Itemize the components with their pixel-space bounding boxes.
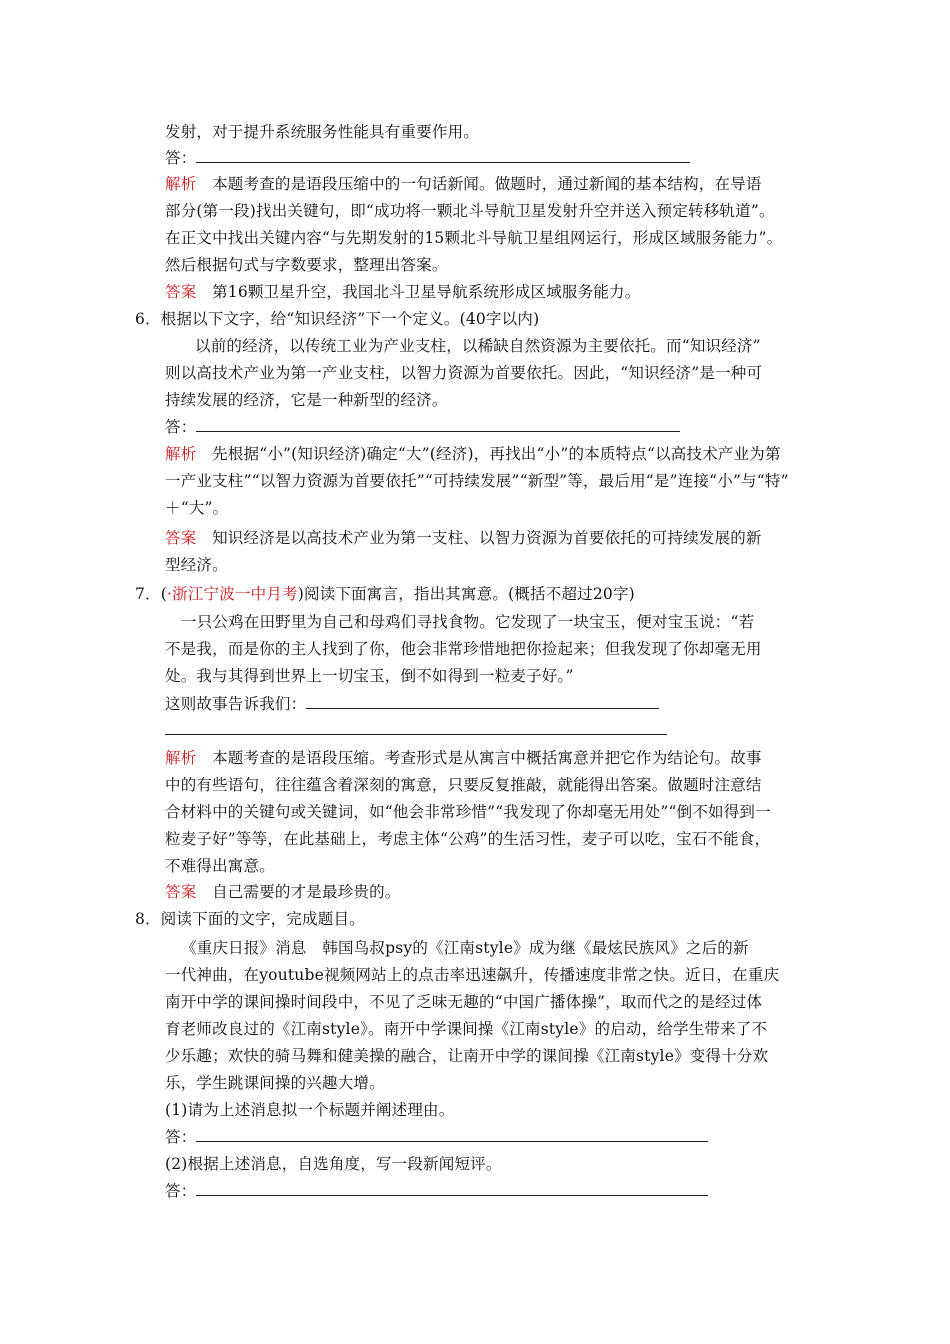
answer-label: 答案 (165, 883, 197, 901)
answer-prefix: 答： (165, 1182, 197, 1200)
q6-analysis-line: 一产业支柱”“以智力资源为首要依托”“可持续发展”“新型”等，最后用“是”连接“小”与“特” (165, 472, 789, 490)
q6-analysis-line: ＋“大”。 (165, 499, 229, 517)
q7-answer-key-line (165, 882, 401, 902)
analysis-label: 解析 (165, 175, 197, 193)
q7-source: ·浙江宁波一中月考 (167, 585, 298, 603)
answer-blank[interactable] (196, 148, 690, 163)
q7-analysis-line (165, 748, 762, 768)
q7-question (135, 584, 635, 604)
q5-answer-key-line (165, 282, 640, 302)
q7-analysis-line: 中的有些语句，往往蕴含着深刻的寓意，只要反复推敲，就能得出答案。做题时注意结 (165, 776, 762, 794)
answer-blank[interactable] (306, 694, 659, 709)
q7-question-rest: )阅读下面寓言，指出其寓意。(概括不超过20字) (297, 585, 635, 603)
answer-blank[interactable] (196, 417, 680, 432)
q8-question: 8．阅读下面的文字，完成题目。 (135, 910, 365, 928)
answer-blank-line[interactable] (165, 734, 667, 735)
q8-subquestion-2: (2)根据上述消息，自选角度，写一段新闻短评。 (165, 1155, 502, 1173)
q7-prompt-line (165, 694, 659, 714)
analysis-label: 解析 (165, 749, 197, 767)
q7-analysis-line: 合材料中的关键句或关键词，如“他会非常珍惜”“我发现了你却毫无用处”“倒不如得到一 (165, 803, 771, 821)
answer-blank[interactable] (196, 1127, 708, 1142)
answer-text: 自己需要的才是最珍贵的。 (212, 883, 401, 901)
q6-passage-line: 持续发展的经济，它是一种新型的经济。 (165, 391, 448, 409)
analysis-text: 本题考查的是语段压缩。考查形式是从寓言中概括寓意并把它作为结论句。故事 (212, 749, 762, 767)
analysis-label: 解析 (165, 445, 197, 463)
analysis-text: 本题考查的是语段压缩中的一句话新闻。做题时，通过新闻的基本结构，在导语 (212, 175, 762, 193)
q5-answer-line (165, 148, 690, 168)
q8-answer-line-1 (165, 1127, 708, 1147)
answer-text: 第16颗卫星升空，我国北斗卫星导航系统形成区域服务能力。 (212, 283, 641, 301)
q6-answer-key-line (165, 528, 762, 548)
q8-answer-line-2 (165, 1181, 708, 1201)
q8-passage-line: 育老师改良过的《江南style》。南开中学课间操《江南style》的启动，给学生带来了不 (165, 1020, 768, 1038)
q5-text-line: 发射，对于提升系统服务性能具有重要作用。 (165, 123, 480, 141)
answer-label: 答案 (165, 529, 197, 547)
answer-prefix: 答： (165, 1128, 197, 1146)
q6-passage-line: 则以高技术产业为第一产业支柱，以智力资源为首要依托。因此，“知识经济”是一种可 (165, 364, 763, 382)
q7-number: 7．( (135, 585, 168, 603)
q7-analysis-line: 不难得出寓意。 (165, 857, 275, 875)
q6-answer-key-line: 型经济。 (165, 556, 228, 574)
q6-answer-line (165, 417, 680, 437)
answer-text: 知识经济是以高技术产业为第一支柱、以智力资源为首要依托的可持续发展的新 (212, 529, 762, 547)
q8-passage-line: 乐，学生跳课间操的兴趣大增。 (165, 1074, 385, 1092)
q6-question: 6．根据以下文字，给“知识经济”下一个定义。(40字以内) (135, 310, 540, 328)
q5-analysis-line: 然后根据句式与字数要求，整理出答案。 (165, 256, 448, 274)
q8-passage-line: 一代神曲，在youtube视频网站上的点击率迅速飙升，传播速度非常之快。近日，在重庆 (165, 966, 780, 984)
q7-passage-line: 处。我与其得到世界上一切宝玉，倒不如得到一粒麦子好。” (165, 667, 574, 685)
q7-prompt: 这则故事告诉我们： (165, 695, 307, 713)
q8-passage-line: 南开中学的课间操时间段中，不见了乏味无趣的“中国广播体操”，取而代之的是经过体 (165, 993, 763, 1011)
q5-analysis-line: 部分(第一段)找出关键句，即“成功将一颗北斗导航卫星发射升空并送入预定转移轨道”。 (165, 202, 775, 220)
answer-label: 答案 (165, 283, 197, 301)
q6-analysis-line (165, 444, 781, 464)
answer-prefix: 答： (165, 418, 197, 436)
analysis-text: 先根据“小”(知识经济)确定“大”(经济)，再找出“小”的本质特点“以高技术产业为第 (212, 445, 781, 463)
q8-passage-line: 《重庆日报》消息 韩国鸟叔psy的《江南style》成为继《最炫民族风》之后的新 (181, 939, 749, 957)
q7-passage-line: 不是我，而是你的主人找到了你，他会非常珍惜地把你捡起来；但我发现了你却毫无用 (165, 640, 762, 658)
answer-prefix: 答： (165, 149, 197, 167)
q5-analysis-line: 在正文中找出关键内容“与先期发射的15颗北斗导航卫星组网运行，形成区域服务能力”。 (165, 229, 783, 247)
q7-analysis-line: 粒麦子好”等等，在此基础上，考虑主体“公鸡”的生活习性，麦子可以吃，宝石不能食， (165, 830, 771, 848)
q7-passage-line: 一只公鸡在田野里为自己和母鸡们寻找食物。它发现了一块宝玉，便对宝玉说：“若 (181, 613, 755, 631)
q5-analysis-line (165, 174, 762, 194)
q8-subquestion-1: (1)请为上述消息拟一个标题并阐述理由。 (165, 1101, 455, 1119)
q8-passage-line: 少乐趣；欢快的骑马舞和健美操的融合，让南开中学的课间操《江南style》变得十分欢 (165, 1047, 769, 1065)
answer-blank[interactable] (196, 1181, 708, 1196)
q6-passage-line: 以前的经济，以传统工业为产业支柱，以稀缺自然资源为主要依托。而“知识经济” (195, 337, 761, 355)
